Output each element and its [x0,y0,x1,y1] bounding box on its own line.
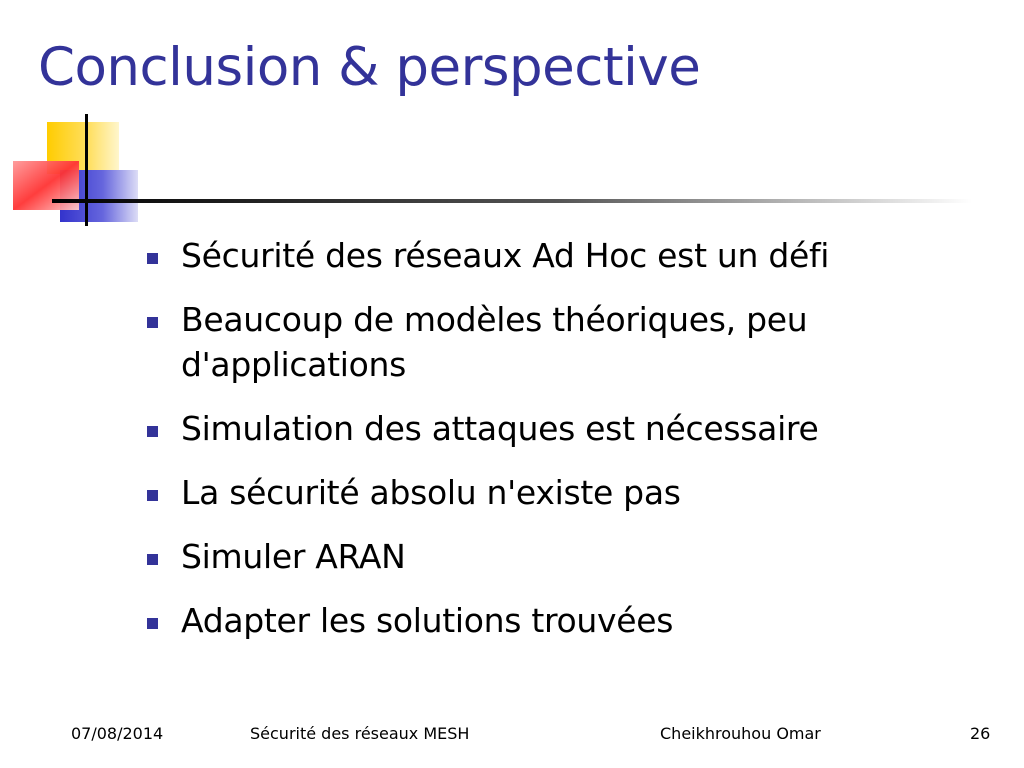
bullet-text: Sécurité des réseaux Ad Hoc est un défi [181,236,830,275]
square-bullet-icon [147,618,158,629]
footer-title: Sécurité des réseaux MESH [250,724,470,743]
bullet-item [146,534,1006,579]
deco-vertical-line [85,114,88,226]
bullet-item [146,233,1006,278]
square-bullet-icon [147,554,158,565]
title-decoration [0,0,1024,240]
bullet-text: Beaucoup de modèles théoriques, peu d'applications [181,300,808,384]
square-bullet-icon [147,253,158,264]
bullet-item [146,406,1006,451]
bullet-item [146,470,1006,515]
bullet-item [146,297,1006,387]
bullet-list [146,233,1006,662]
footer-page-number: 26 [970,724,991,743]
bullet-text: Adapter les solutions trouvées [181,601,674,640]
bullet-item [146,598,1006,643]
square-bullet-icon [147,490,158,501]
bullet-text: La sécurité absolu n'existe pas [181,473,681,512]
footer-date: 07/08/2014 [71,724,164,743]
slide-title: Conclusion & perspective [38,37,701,98]
title-underline [52,199,972,203]
square-bullet-icon [147,426,158,437]
bullet-text: Simuler ARAN [181,537,406,576]
square-bullet-icon [147,317,158,328]
bullet-text: Simulation des attaques est nécessaire [181,409,819,448]
footer-author: Cheikhrouhou Omar [660,724,821,743]
